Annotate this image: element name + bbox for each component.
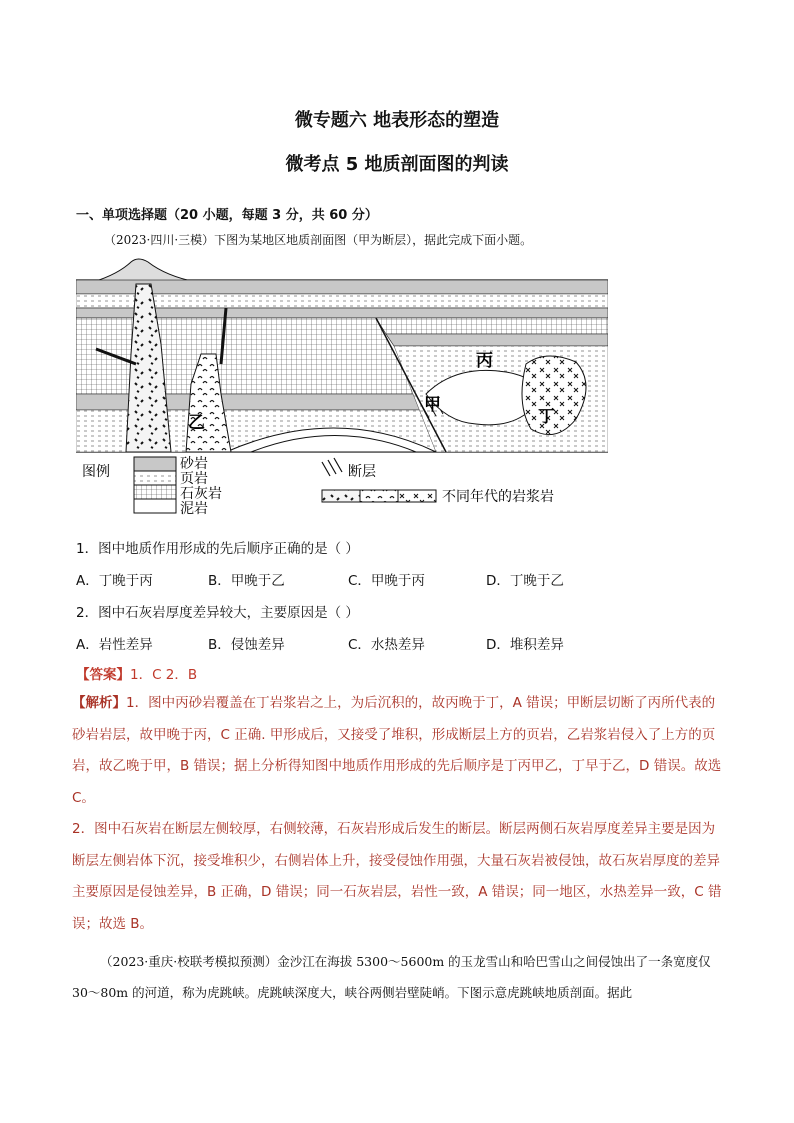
legend-magma-swatch-2 [360, 490, 398, 502]
legend-limestone-swatch [134, 485, 176, 499]
legend-magma-swatch-1 [322, 490, 360, 502]
legend-limestone: 石灰岩 [180, 486, 222, 502]
legend-magma: 不同年代的岩浆岩 [442, 489, 554, 505]
geologic-section-figure [76, 254, 608, 524]
document-subtitle: 微考点 5 地质剖面图的判读 [285, 154, 509, 175]
answer-line [76, 663, 197, 683]
q1-option-b: B．甲晚于乙 [208, 573, 285, 589]
analysis-label: 【解析】 [72, 695, 126, 711]
legend-fault: 断层 [348, 464, 376, 480]
label-bing: 丙 [476, 351, 493, 371]
legend-title: 图例 [82, 464, 110, 480]
legend-shale: 页岩 [180, 471, 208, 487]
answer-label: 【答案】 [76, 667, 130, 683]
legend-magma-swatch-3 [398, 490, 436, 502]
question-1-stem: 1．图中地质作用形成的先后顺序正确的是（ ） [76, 541, 359, 557]
legend-sandstone-swatch [134, 457, 176, 471]
q2-option-b: B．侵蚀差异 [208, 637, 285, 653]
next-question-intro: （2023·重庆·校联考模拟预测）金沙江在海拔 5300～5600m 的玉龙雪山和哈巴雪山之间侵蚀出了一条宽度仅 30～80m 的河道，称为虎跳峡。虎跳峡深度大，峡谷两侧岩壁陡峭。下图示意虎跳峡地质剖面。据此 [72, 954, 711, 1000]
analysis-text-1: 1．图中丙砂岩覆盖在丁岩浆岩之上，为后沉积的，故丙晚于丁，A 错误；甲断层切断了丙所代表的砂岩岩层，故甲晚于丙，C 正确. 甲形成后，又接受了堆积，形成断层上方的页岩，乙岩浆岩侵入了上方的页岩，故乙晚于甲，B 错误；据上分析得知图中地质作用形成的先后顺序是丁丙甲乙，丁早于乙，D 错误。故选 C。 [72, 695, 722, 806]
label-ding: 丁 [538, 407, 555, 427]
q1-option-c: C．甲晚于丙 [348, 573, 425, 589]
legend-mudstone: 泥岩 [180, 501, 208, 517]
section-heading: 一、单项选择题（20 小题，每题 3 分，共 60 分） [76, 208, 378, 223]
label-jia: 甲 [424, 395, 441, 415]
document-title: 微专题六 地表形态的塑造 [294, 110, 500, 131]
q2-option-c: C．水热差异 [348, 637, 425, 653]
q2-option-a: A．岩性差异 [76, 637, 153, 653]
q1-option-a: A．丁晚于丙 [76, 573, 153, 589]
legend-mudstone-swatch [134, 499, 176, 513]
fault-icon [322, 458, 342, 476]
question-2-stem: 2．图中石灰岩厚度差异较大，主要原因是（ ） [76, 605, 359, 621]
answer-text: 1．C 2．B [130, 667, 198, 683]
analysis-paragraph-2: 2．图中石灰岩在断层左侧较厚，右侧较薄，石灰岩形成后发生的断层。断层两侧石灰岩厚度差异主要是因为断层左侧岩体下沉，接受堆积少，右侧岩体上升，接受侵蚀作用强，大量石灰岩被侵蚀，故石灰岩厚度的差异主要原因是侵蚀差异，B 正确，D 错误；同一石灰岩层，岩性一致，A 错误；同一地区，水热差异一致，C 错误；故选 B。 [72, 821, 722, 932]
legend-sandstone: 砂岩 [180, 456, 208, 472]
question-intro: （2023·四川·三模）下图为某地区地质剖面图（甲为断层），据此完成下面小题。 [104, 233, 533, 247]
legend-shale-swatch [134, 471, 176, 485]
analysis-paragraph-1 [72, 688, 727, 814]
q1-option-d: D．丁晚于乙 [486, 573, 564, 589]
q2-option-d: D．堆积差异 [486, 637, 564, 653]
label-yi: 乙 [188, 413, 205, 433]
